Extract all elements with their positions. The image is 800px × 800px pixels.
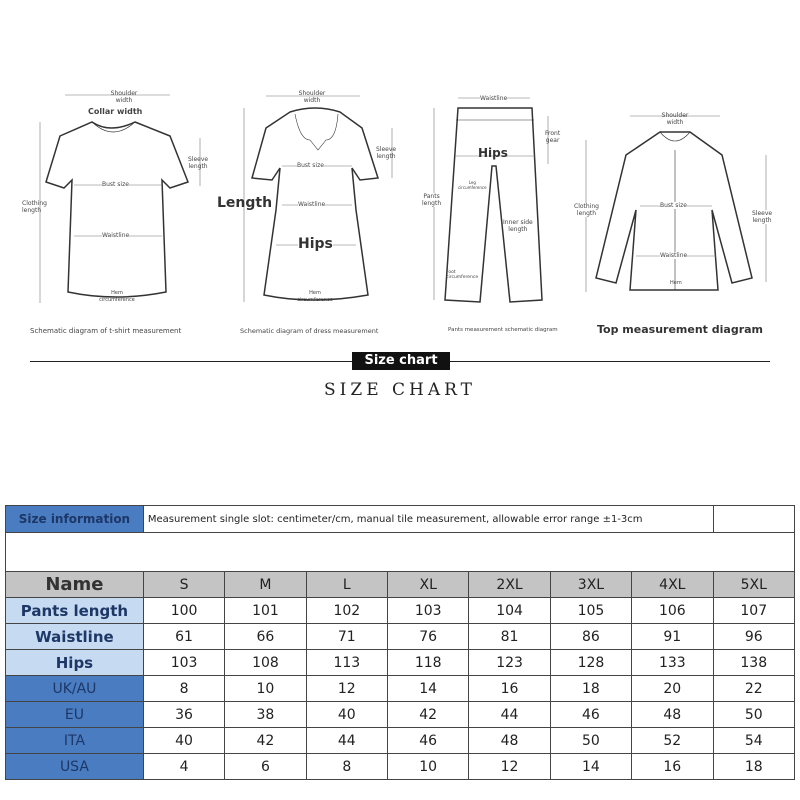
dress-length-label: Length xyxy=(217,195,273,211)
table-cell: 66 xyxy=(225,624,306,650)
size-chart-banner: Size chart xyxy=(352,352,450,370)
table-cell: 46 xyxy=(550,702,631,728)
table-row xyxy=(6,676,795,702)
table-cell: 38 xyxy=(225,702,306,728)
table-cell: 54 xyxy=(713,728,795,754)
table-cell: 50 xyxy=(550,728,631,754)
tshirt-outline xyxy=(46,122,188,297)
header-size: 5XL xyxy=(713,572,795,598)
table-row xyxy=(6,728,795,754)
header-row xyxy=(6,572,795,598)
size-chart-title: SIZE CHART xyxy=(324,380,476,400)
row-label: USA xyxy=(6,754,144,780)
dress-shoulder-width-label: Shoulder width xyxy=(298,90,326,104)
table-cell: 18 xyxy=(550,676,631,702)
top-hem-label: Hem xyxy=(670,280,682,286)
table-cell: 101 xyxy=(225,598,306,624)
row-label: EU xyxy=(6,702,144,728)
table-cell: 42 xyxy=(225,728,306,754)
table-cell: 18 xyxy=(713,754,795,780)
table-cell: 42 xyxy=(388,702,469,728)
size-table xyxy=(5,505,795,780)
header-name: Name xyxy=(6,572,144,598)
header-size: 4XL xyxy=(632,572,713,598)
dress-sleeve-length-label: Sleeve length xyxy=(376,146,397,160)
table-cell: 86 xyxy=(550,624,631,650)
table-cell: 105 xyxy=(550,598,631,624)
size-information-label: Size information xyxy=(6,506,144,533)
tshirt-caption: Schematic diagram of t-shirt measurement xyxy=(30,327,182,335)
tshirt-bust-size-label: Bust size xyxy=(102,181,129,188)
pants-foot-circumference-label: Foot circumference xyxy=(446,270,479,280)
pants-caption: Pants measurement schematic diagram xyxy=(448,327,558,333)
table-row xyxy=(6,598,795,624)
info-row xyxy=(6,506,795,533)
table-cell: 50 xyxy=(713,702,795,728)
table-cell: 81 xyxy=(469,624,550,650)
top-outline xyxy=(596,132,752,290)
row-label: Hips xyxy=(6,650,144,676)
table-cell: 96 xyxy=(713,624,795,650)
blank-row xyxy=(6,533,795,572)
measurement-note: Measurement single slot: centimeter/cm, manual tile measurement, allowable error range ±1-3cm xyxy=(143,506,713,533)
table-cell: 138 xyxy=(713,650,795,676)
table-cell: 16 xyxy=(632,754,713,780)
tshirt-waistline-label: Waistline xyxy=(102,232,130,239)
tshirt-shoulder-width-label: Shoulder width xyxy=(110,90,138,104)
tshirt-sleeve-length-label: Sleeve length xyxy=(188,156,209,170)
top-sleeve-length-label: Sleeve length xyxy=(752,210,773,224)
row-label: Pants length xyxy=(6,598,144,624)
table-cell: 48 xyxy=(469,728,550,754)
table-cell: 16 xyxy=(469,676,550,702)
table-cell: 44 xyxy=(469,702,550,728)
table-cell: 14 xyxy=(388,676,469,702)
pants-front-gear-label: Front gear xyxy=(545,130,561,144)
table-cell: 108 xyxy=(225,650,306,676)
top-shoulder-width-label: Shoulder width xyxy=(661,112,689,126)
row-label: Waistline xyxy=(6,624,144,650)
garment-diagrams xyxy=(0,0,800,340)
table-cell: 8 xyxy=(143,676,224,702)
table-cell: 104 xyxy=(469,598,550,624)
table-cell: 14 xyxy=(550,754,631,780)
table-cell: 76 xyxy=(388,624,469,650)
table-cell: 10 xyxy=(388,754,469,780)
table-row xyxy=(6,624,795,650)
table-row xyxy=(6,754,795,780)
table-cell: 52 xyxy=(632,728,713,754)
table-cell: 103 xyxy=(388,598,469,624)
table-cell: 106 xyxy=(632,598,713,624)
table-cell: 123 xyxy=(469,650,550,676)
empty-cell xyxy=(713,506,795,533)
tshirt-clothing-length-label: Clothing length xyxy=(22,200,47,214)
table-cell: 113 xyxy=(306,650,387,676)
table-cell: 20 xyxy=(632,676,713,702)
header-size: L xyxy=(306,572,387,598)
table-cell: 46 xyxy=(388,728,469,754)
row-label: UK/AU xyxy=(6,676,144,702)
table-cell: 40 xyxy=(306,702,387,728)
measure-lines xyxy=(40,95,766,303)
table-cell: 12 xyxy=(306,676,387,702)
header-size: S xyxy=(143,572,224,598)
table-cell: 71 xyxy=(306,624,387,650)
table-cell: 10 xyxy=(225,676,306,702)
table-cell: 102 xyxy=(306,598,387,624)
pants-inner-side-length-label: Inner side length xyxy=(503,219,533,233)
table-cell: 36 xyxy=(143,702,224,728)
dress-hem-label: Hem circumference xyxy=(297,290,333,303)
table-cell: 6 xyxy=(225,754,306,780)
table-cell: 12 xyxy=(469,754,550,780)
dress-bust-size-label: Bust size xyxy=(297,162,324,169)
table-row xyxy=(6,650,795,676)
header-size: M xyxy=(225,572,306,598)
top-bust-size-label: Bust size xyxy=(660,202,687,209)
top-waistline-label: Waistline xyxy=(660,252,688,259)
table-cell: 48 xyxy=(632,702,713,728)
table-cell: 91 xyxy=(632,624,713,650)
pants-waistline-label: Waistline xyxy=(480,95,508,102)
row-label: ITA xyxy=(6,728,144,754)
header-size: 3XL xyxy=(550,572,631,598)
table-cell: 118 xyxy=(388,650,469,676)
table-cell: 61 xyxy=(143,624,224,650)
top-clothing-length-label: Clothing length xyxy=(574,203,599,217)
tshirt-collar-width-label: Collar width xyxy=(88,107,143,116)
dress-caption: Schematic diagram of dress measurement xyxy=(240,327,379,335)
dress-waistline-label: Waistline xyxy=(298,201,326,208)
header-size: XL xyxy=(388,572,469,598)
table-cell: 4 xyxy=(143,754,224,780)
pants-leg-circumference-label: Leg circumference xyxy=(458,180,487,190)
table-cell: 133 xyxy=(632,650,713,676)
table-cell: 100 xyxy=(143,598,224,624)
table-cell: 128 xyxy=(550,650,631,676)
table-cell: 107 xyxy=(713,598,795,624)
table-cell: 103 xyxy=(143,650,224,676)
table-cell: 44 xyxy=(306,728,387,754)
pants-hips-label: Hips xyxy=(478,146,508,160)
tshirt-hem-label: Hem circumference xyxy=(99,290,135,303)
header-size: 2XL xyxy=(469,572,550,598)
top-caption: Top measurement diagram xyxy=(597,323,764,336)
table-cell: 22 xyxy=(713,676,795,702)
table-cell: 8 xyxy=(306,754,387,780)
table-row xyxy=(6,702,795,728)
pants-length-label: Pants length xyxy=(422,193,442,207)
table-cell: 40 xyxy=(143,728,224,754)
dress-hips-label: Hips xyxy=(298,236,333,252)
